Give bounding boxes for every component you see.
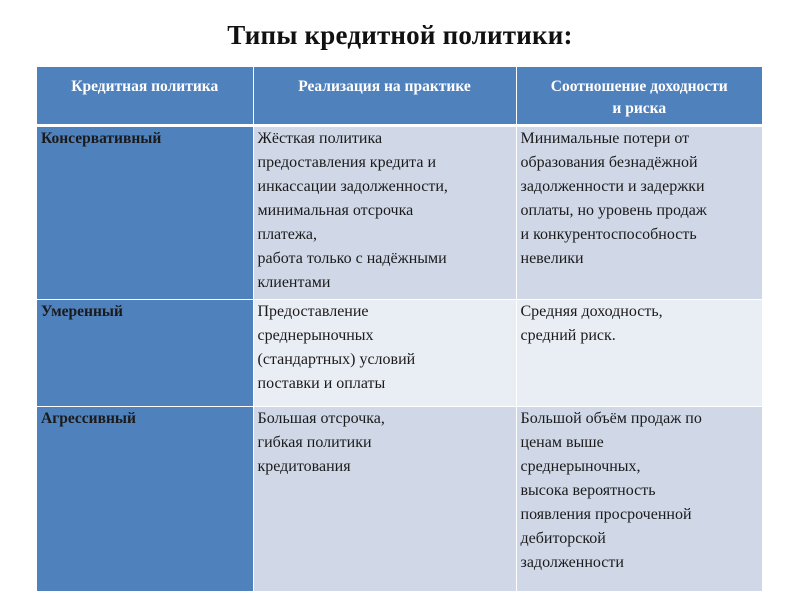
cell-line: Средняя доходность,	[520, 303, 663, 320]
practice-cell	[253, 300, 516, 407]
ratio-cell	[516, 300, 762, 407]
row-type-cell: Умеренный	[37, 300, 253, 407]
cell-line: кредитования	[257, 458, 351, 475]
header-ratio-line: Соотношение доходности	[550, 78, 728, 95]
cell-line: высока вероятность	[520, 482, 656, 499]
header-credit-policy: Кредитная политика	[37, 67, 253, 126]
cell-line: Большая отсрочка,	[257, 410, 385, 427]
cell-line: поставки и оплаты	[257, 375, 386, 392]
cell-line: инкассации задолженности,	[257, 178, 448, 195]
header-ratio-line: и риска	[612, 100, 667, 117]
cell-line: клиентами	[257, 274, 331, 291]
cell-line: (стандартных) условий	[257, 351, 416, 368]
cell-line: появления просроченной	[520, 506, 692, 523]
cell-line: работа только с надёжными	[257, 250, 447, 267]
cell-line: предоставления кредита и	[257, 154, 437, 171]
header-practice: Реализация на практике	[253, 67, 516, 126]
cell-line: минимальная отсрочка	[257, 202, 414, 219]
cell-line: среднерыночных,	[520, 458, 641, 475]
cell-line: гибкая политики	[257, 434, 372, 451]
cell-line: Предоставление	[257, 303, 369, 320]
cell-line: задолженности	[520, 554, 624, 571]
header-ratio	[516, 67, 762, 126]
cell-line: оплаты, но уровень продаж	[520, 202, 707, 219]
cell-line: Большой объём продаж по	[520, 410, 702, 427]
cell-line: среднерыночных	[257, 327, 374, 344]
cell-line: ценам выше	[520, 434, 604, 451]
ratio-cell	[516, 407, 762, 592]
row-type-cell: Агрессивный	[37, 407, 253, 592]
cell-line: Минимальные потери от	[520, 130, 690, 147]
cell-line: средний риск.	[520, 327, 616, 344]
cell-line: дебиторской	[520, 530, 606, 547]
cell-line: Жёсткая политика	[257, 130, 383, 147]
table-row	[37, 300, 762, 407]
table-row	[37, 407, 762, 592]
page-title: Типы кредитной политики:	[227, 20, 573, 50]
table-header-row	[37, 67, 762, 126]
credit-policy-table	[37, 67, 762, 592]
cell-line: невелики	[520, 250, 584, 267]
cell-line: образования безнадёжной	[520, 154, 698, 171]
table-row	[37, 126, 762, 300]
practice-cell	[253, 407, 516, 592]
practice-cell	[253, 126, 516, 300]
cell-line: задолженности и задержки	[520, 178, 705, 195]
row-type-cell: Консервативный	[37, 126, 253, 300]
cell-line: платежа,	[257, 226, 317, 243]
cell-line: и конкурентоспособность	[520, 226, 697, 243]
ratio-cell	[516, 126, 762, 300]
